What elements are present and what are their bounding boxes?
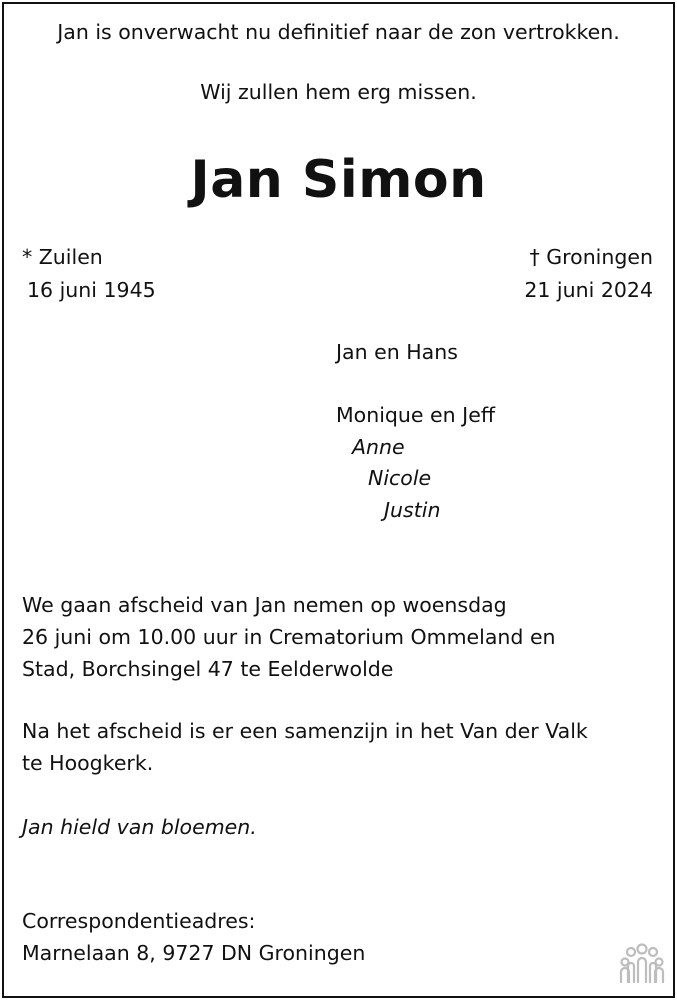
ceremony-line-3: Stad, Borchsingel 47 te Eelderwolde <box>22 657 394 681</box>
intro-line-1: Jan is onverwacht nu definitief naar de zon vertrokken. <box>57 20 620 44</box>
death-place: † Groningen <box>529 245 653 269</box>
ceremony-line-1: We gaan afscheid van Jan nemen op woensdag <box>22 593 507 617</box>
deceased-name: Jan Simon <box>190 150 487 210</box>
correspondence-label: Correspondentieadres: <box>22 909 256 933</box>
people-group-icon <box>618 942 666 984</box>
grandchild-1: Anne <box>352 435 405 459</box>
correspondence-address: Marnelaan 8, 9727 DN Groningen <box>22 941 366 965</box>
family-line-1: Jan en Hans <box>336 340 458 364</box>
gathering-line-2: te Hoogkerk. <box>22 751 154 775</box>
gathering-line-1: Na het afscheid is er een samenzijn in het Van der Valk <box>22 719 588 743</box>
intro-line-2: Wij zullen hem erg missen. <box>200 80 477 104</box>
grandchild-2: Nicole <box>368 466 432 490</box>
flowers-note: Jan hield van bloemen. <box>22 815 257 839</box>
family-line-2: Monique en Jeff <box>336 403 495 427</box>
birth-place: * Zuilen <box>22 245 103 269</box>
grandchild-3: Justin <box>384 498 441 522</box>
ceremony-line-2: 26 juni om 10.00 uur in Crematorium Ommeland en <box>22 625 556 649</box>
birth-date: 16 juni 1945 <box>27 278 156 302</box>
death-date: 21 juni 2024 <box>524 278 653 302</box>
